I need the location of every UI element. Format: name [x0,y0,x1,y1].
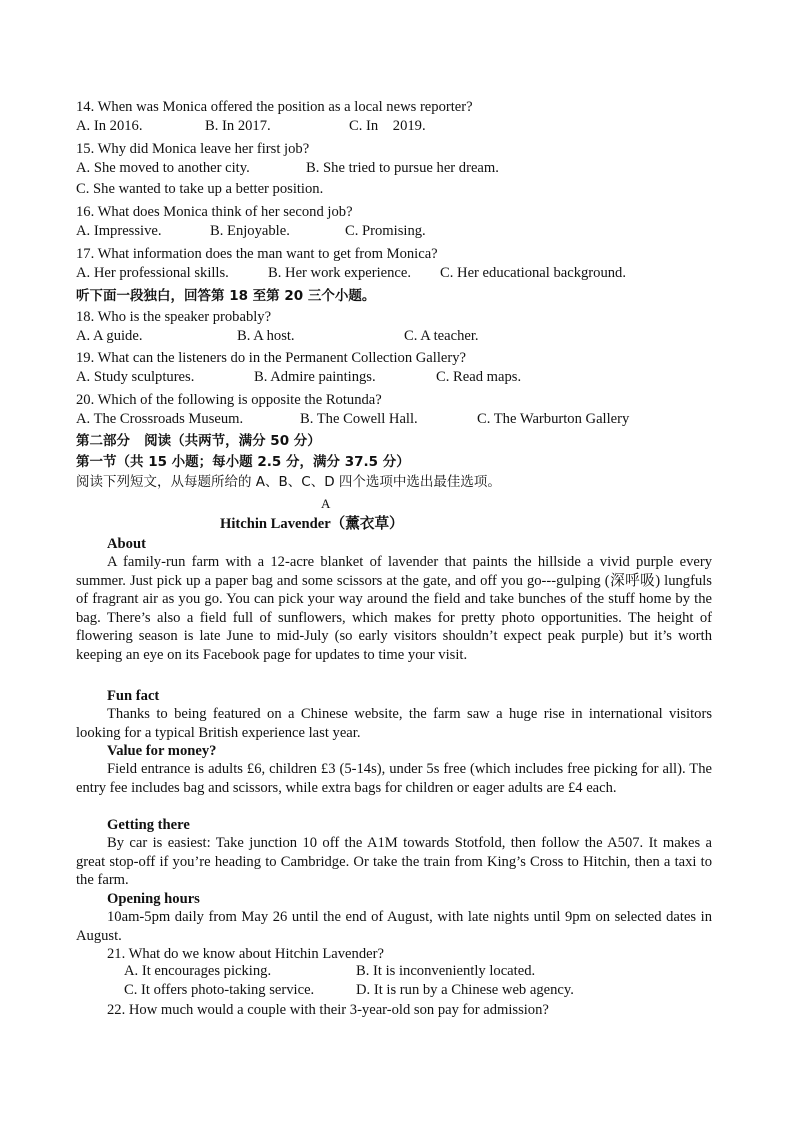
question-21: 21. What do we know about Hitchin Lavender? [107,946,384,962]
q15-option-a: A. She moved to another city. [76,160,250,176]
heading-opening-hours: Opening hours [107,891,200,907]
q16-option-b: B. Enjoyable. [210,223,290,239]
q21-option-b: B. It is inconveniently located. [356,963,536,979]
q20-option-a: A. The Crossroads Museum. [76,411,244,427]
q21-option-c: C. It offers photo-taking service. [124,982,315,998]
q17-option-b: B. Her work experience. [268,265,412,281]
q14-option-a: A. In 2016. [76,118,143,134]
heading-value-for-money: Value for money? [107,743,217,759]
q19-option-c: C. Read maps. [436,369,522,385]
q17-option-c: C. Her educational background. [440,265,627,281]
question-19: 19. What can the listeners do in the Permanent Collection Gallery? [76,350,466,366]
question-22: 22. How much would a couple with their 3-year-old son pay for admission? [107,1002,549,1018]
q16-option-c: C. Promising. [345,223,426,239]
question-20: 20. Which of the following is opposite the Rotunda? [76,392,382,408]
q20-option-b: B. The Cowell Hall. [300,411,418,427]
q15-option-b: B. She tried to pursue her dream. [306,160,499,176]
paragraph-opening-hours: 10am-5pm daily from May 26 until the end of August, with late nights until 9pm on selected dates in August. [76,909,712,944]
paragraph-value-for-money: Field entrance is adults £6, children £3 (5-14s), under 5s free (which includes free picking for all). The entry fee includes bag and scissors, while extra bags for children or eager adults are £4 each. [76,761,712,796]
heading-about: About [107,536,146,552]
q20-option-c: C. The Warburton Gallery [477,411,630,427]
q16-option-a: A. Impressive. [76,223,162,239]
listening-instruction: 听下面一段独白，回答第 18 至第 20 三个小题。 [76,288,376,304]
paragraph-getting-there: By car is easiest: Take junction 10 off the A1M towards Stotfold, then follow the A507. It makes a great stop-off if you’re heading to Cambridge. Or take the train from King’s Cross to Hitchin, then a taxi to the farm. [76,835,712,889]
question-15: 15. Why did Monica leave her first job? [76,141,310,157]
q19-option-b: B. Admire paintings. [254,369,376,385]
q18-option-c: C. A teacher. [404,328,479,344]
paragraph-about: A family-run farm with a 12-acre blanket of lavender that paints the hillside a vivid purple every summer. Just pick up a paper bag and some scissors at the gate, and off you go---gulping (深呼吸) lungfuls of fragrant air as you go. You can pick your way around the field and take bunches of the stuff home by the bag. There’s also a field full of sunflowers, which makes for pretty photo opportunities. The height of flowering season is late June to mid-July (so early visitors shouldn’t expect peak purple) but it’s worth keeping an eye on its Facebook page for updates to time your visit. [76,554,712,663]
q21-option-a: A. It encourages picking. [124,963,272,979]
q21-option-d: D. It is run by a Chinese web agency. [356,982,574,998]
q15-option-c: C. She wanted to take up a better position. [76,181,324,197]
section-one-title: 第一节（共 15 小题；每小题 2.5 分，满分 37.5 分） [76,454,410,470]
q14-option-b: B. In 2017. [205,118,271,134]
question-17: 17. What information does the man want to get from Monica? [76,246,438,262]
reading-instruction: 阅读下列短文，从每题所给的 A、B、C、D 四个选项中选出最佳选项。 [76,474,501,490]
question-14: 14. When was Monica offered the position as a local news reporter? [76,99,473,115]
q19-option-a: A. Study sculptures. [76,369,195,385]
q18-option-a: A. A guide. [76,328,143,344]
q17-option-a: A. Her professional skills. [76,265,229,281]
q18-option-b: B. A host. [237,328,295,344]
question-18: 18. Who is the speaker probably? [76,309,272,325]
q14-option-c: C. In 2019. [349,118,426,134]
passage-title: Hitchin Lavender（薰衣草） [220,516,404,532]
question-16: 16. What does Monica think of her second job? [76,204,353,220]
paragraph-fun-fact: Thanks to being featured on a Chinese website, the farm saw a huge rise in international visitors looking for a typical British experience last year. [76,706,712,741]
heading-fun-fact: Fun fact [107,688,160,704]
heading-getting-there: Getting there [107,817,190,833]
passage-label: A [321,496,331,511]
part-two-title: 第二部分 阅读（共两节，满分 50 分） [76,433,321,449]
